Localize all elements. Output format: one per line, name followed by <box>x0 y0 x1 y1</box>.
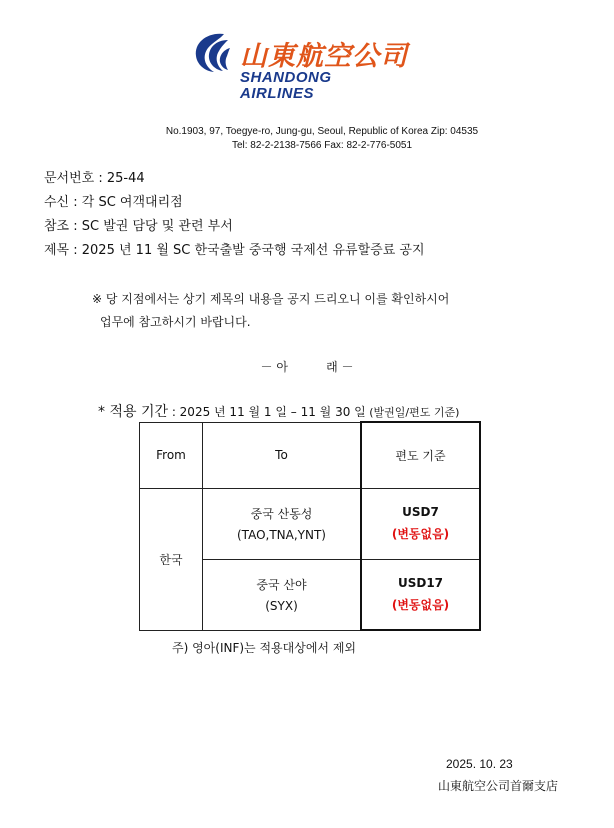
recipient: 수신 : 각 SC 여객대리점 <box>44 195 183 210</box>
destination-cell <box>203 559 362 630</box>
logo-chinese-name: 山東航空公司 <box>240 41 408 72</box>
logo-english-line2: AIRLINES <box>240 85 315 102</box>
period-range: : 2025 년 11 월 1 일 – 11 월 30 일 <box>168 405 366 419</box>
branch-name: 山東航空公司首爾支店 <box>438 779 559 793</box>
issue-date: 2025. 10. 23 <box>446 757 513 771</box>
table-row <box>140 488 481 559</box>
notice-line2: 업무에 참고하시기 바랍니다. <box>100 315 251 329</box>
change-status: (변동없음) <box>391 597 450 612</box>
section-title: － 아 래 － <box>260 360 354 374</box>
destination-cell <box>203 488 362 559</box>
period-prefix: * 적용 기간 <box>98 404 168 420</box>
address-line2: Tel: 82-2-2138-7566 Fax: 82-2-776-5051 <box>231 140 413 151</box>
fuel-surcharge-table <box>139 421 481 631</box>
table-header-row <box>140 422 481 488</box>
header-standard: 편도 기준 <box>361 422 480 488</box>
surcharge-amount: USD17 <box>397 575 444 590</box>
doc-number: 문서번호 : 25-44 <box>44 171 145 186</box>
destination-codes: (TAO,TNA,YNT) <box>237 528 326 542</box>
destination-name: 중국 산야 <box>256 578 307 592</box>
reference: 참조 : SC 발권 담당 및 관련 부서 <box>44 219 233 234</box>
shandong-logo-icon <box>190 30 236 76</box>
destination-name: 중국 산동성 <box>250 507 313 521</box>
address-line1: No.1903, 97, Toegye-ro, Jung-gu, Seoul, Republic of Korea Zip: 04535 <box>165 126 479 137</box>
amount-cell <box>361 488 480 559</box>
application-period <box>98 401 459 421</box>
footnote: 주) 영아(INF)는 적용대상에서 제외 <box>172 641 357 655</box>
from-value: 한국 <box>140 488 203 630</box>
amount-cell <box>361 559 480 630</box>
subject: 제목 : 2025 년 11 월 SC 한국출발 중국행 국제선 유류할증료 공지 <box>44 243 425 258</box>
change-status: (변동없음) <box>391 527 450 541</box>
header-from: From <box>140 422 203 488</box>
header-to: To <box>203 422 362 488</box>
logo-english-line1: SHANDONG <box>240 69 332 86</box>
surcharge-amount: USD7 <box>402 505 439 519</box>
logo-english-name <box>240 70 332 102</box>
period-note: (발권일/편도 기준) <box>365 406 460 419</box>
destination-codes: (SYX) <box>265 599 298 613</box>
notice-line1: ※ 당 지점에서는 상기 제목의 내용을 공지 드리오니 이를 확인하시어 <box>92 292 450 306</box>
